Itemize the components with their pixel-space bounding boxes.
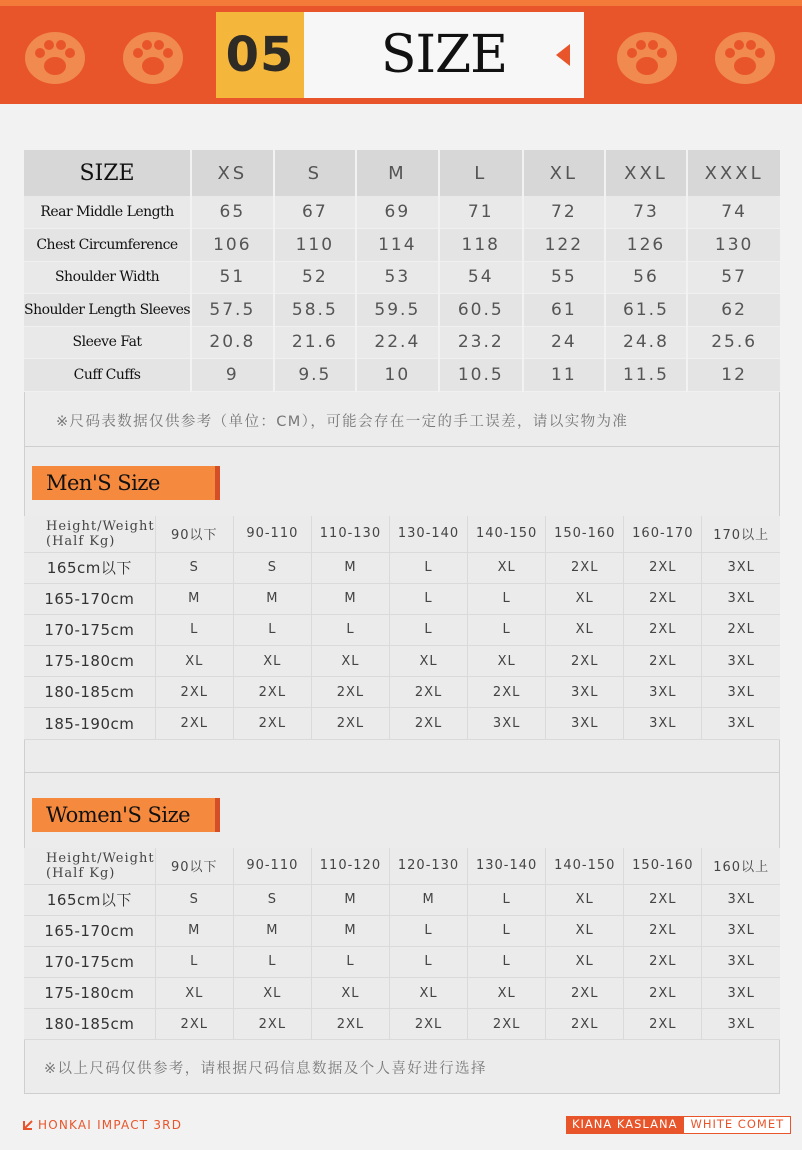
measurement-value: 52 — [274, 261, 357, 294]
recommended-size: 2XL — [155, 677, 233, 708]
measurement-value: 11.5 — [605, 359, 688, 392]
measurement-value: 55 — [523, 261, 605, 294]
recommended-size: M — [233, 915, 311, 946]
recommended-size: XL — [546, 614, 624, 645]
recommended-size: S — [233, 884, 311, 915]
recommended-size: 3XL — [702, 583, 780, 614]
weight-col-header: 170以上 — [702, 516, 780, 552]
recommended-size: XL — [546, 946, 624, 977]
corner-line: Height/Weight — [46, 518, 155, 534]
measurement-value: 10 — [356, 359, 439, 392]
recommended-size: L — [390, 552, 468, 583]
measurement-value: 126 — [605, 229, 688, 262]
recommended-size: 2XL — [468, 677, 546, 708]
corner-line: (Half Kg) — [46, 865, 116, 881]
size-col-header: XS — [191, 150, 274, 196]
paw-icon — [712, 28, 778, 86]
height-label: 180-185cm — [24, 677, 155, 708]
recommended-size: L — [390, 915, 468, 946]
recommended-size: L — [390, 583, 468, 614]
size-measurement-table — [24, 150, 780, 392]
recommended-size: M — [233, 583, 311, 614]
weight-col-header: 120-130 — [390, 848, 468, 884]
recommended-size: 2XL — [624, 646, 702, 677]
height-label: 170-175cm — [24, 614, 155, 645]
measurement-value: 22.4 — [356, 326, 439, 359]
recommended-size: 3XL — [624, 677, 702, 708]
recommended-size: XL — [390, 646, 468, 677]
recommended-size: XL — [546, 915, 624, 946]
paw-icon — [614, 28, 680, 86]
recommended-size: 3XL — [702, 646, 780, 677]
recommended-size: M — [311, 552, 389, 583]
size-col-header: XXL — [605, 150, 688, 196]
recommended-size: XL — [546, 884, 624, 915]
weight-col-header: 90-110 — [233, 848, 311, 884]
header-banner — [0, 0, 802, 104]
size-row — [24, 196, 780, 229]
weight-col-header: 110-130 — [311, 516, 389, 552]
measurement-value: 59.5 — [356, 294, 439, 327]
recommended-size: L — [390, 946, 468, 977]
recommended-size: 2XL — [546, 552, 624, 583]
recommended-size: L — [468, 583, 546, 614]
recommended-size: 2XL — [624, 1009, 702, 1040]
measurement-value: 24 — [523, 326, 605, 359]
weight-col-header: 140-150 — [468, 516, 546, 552]
measurement-value: 130 — [687, 229, 780, 262]
recommended-size: 2XL — [624, 583, 702, 614]
measurement-value: 57.5 — [191, 294, 274, 327]
measurement-value: 61.5 — [605, 294, 688, 327]
measurement-value: 61 — [523, 294, 605, 327]
paw-icon — [120, 28, 186, 86]
weight-col-header: 130-140 — [390, 516, 468, 552]
footer-suit: WHITE COMET — [683, 1116, 791, 1134]
measurement-value: 24.8 — [605, 326, 688, 359]
measurement-value: 67 — [274, 196, 357, 229]
recommended-size: 2XL — [311, 677, 389, 708]
recommended-size: 2XL — [702, 614, 780, 645]
recommended-size: L — [311, 946, 389, 977]
measurement-label: Shoulder Width — [24, 261, 191, 294]
measurement-value: 56 — [605, 261, 688, 294]
height-row — [24, 946, 780, 977]
height-label: 185-190cm — [24, 708, 155, 739]
measurement-label: Sleeve Fat — [24, 326, 191, 359]
height-row — [24, 552, 780, 583]
recommended-size: S — [233, 552, 311, 583]
measurement-label: Chest Circumference — [24, 229, 191, 262]
weight-col-header: 110-120 — [311, 848, 389, 884]
recommended-size: 3XL — [702, 552, 780, 583]
recommended-size: 2XL — [546, 978, 624, 1009]
measurement-value: 73 — [605, 196, 688, 229]
recommended-size: 3XL — [546, 677, 624, 708]
size-col-header: XL — [523, 150, 605, 196]
measurement-value: 60.5 — [439, 294, 523, 327]
corner-arrow-icon — [22, 1119, 34, 1131]
measurement-value: 72 — [523, 196, 605, 229]
measurement-value: 21.6 — [274, 326, 357, 359]
women-size-label: Women'S Size — [32, 798, 220, 832]
height-row — [24, 614, 780, 645]
measurement-value: 71 — [439, 196, 523, 229]
recommended-size: M — [155, 583, 233, 614]
corner-line: Height/Weight — [46, 850, 155, 866]
size-row — [24, 294, 780, 327]
recommended-size: XL — [468, 646, 546, 677]
measurement-value: 20.8 — [191, 326, 274, 359]
recommended-size: 2XL — [155, 708, 233, 739]
measurement-value: 51 — [191, 261, 274, 294]
recommended-size: S — [155, 552, 233, 583]
measurement-value: 11 — [523, 359, 605, 392]
recommended-size: 2XL — [468, 1009, 546, 1040]
recommended-size: 2XL — [546, 1009, 624, 1040]
measurement-value: 54 — [439, 261, 523, 294]
height-row — [24, 884, 780, 915]
height-weight-corner — [24, 848, 155, 884]
weight-header-row — [24, 516, 780, 552]
weight-col-header: 90-110 — [233, 516, 311, 552]
height-row — [24, 978, 780, 1009]
recommended-size: 3XL — [546, 708, 624, 739]
measurement-value: 58.5 — [274, 294, 357, 327]
women-size-table — [24, 848, 780, 1040]
height-label: 165cm以下 — [24, 552, 155, 583]
recommended-size: M — [390, 884, 468, 915]
weight-col-header: 160-170 — [624, 516, 702, 552]
recommended-size: 2XL — [624, 915, 702, 946]
size-col-header: XXXL — [687, 150, 780, 196]
recommended-size: XL — [468, 552, 546, 583]
recommended-size: M — [311, 884, 389, 915]
height-label: 165cm以下 — [24, 884, 155, 915]
measurement-value: 23.2 — [439, 326, 523, 359]
women-note: ※以上尺码仅供参考，请根据尺码信息数据及个人喜好进行选择 — [44, 1061, 487, 1077]
size-note: ※尺码表数据仅供参考（单位：CM），可能会存在一定的手工误差，请以实物为准 — [56, 414, 629, 430]
measurement-value: 74 — [687, 196, 780, 229]
weight-col-header: 160以上 — [702, 848, 780, 884]
measurement-value: 106 — [191, 229, 274, 262]
recommended-size: L — [468, 884, 546, 915]
recommended-size: 3XL — [702, 915, 780, 946]
men-size-label: Men'S Size — [32, 466, 220, 500]
recommended-size: 2XL — [233, 1009, 311, 1040]
weight-col-header: 90以下 — [155, 516, 233, 552]
weight-col-header: 90以下 — [155, 848, 233, 884]
height-label: 165-170cm — [24, 583, 155, 614]
recommended-size: 2XL — [233, 677, 311, 708]
recommended-size: 2XL — [624, 978, 702, 1009]
measurement-value: 110 — [274, 229, 357, 262]
recommended-size: 2XL — [233, 708, 311, 739]
recommended-size: L — [390, 614, 468, 645]
measurement-value: 62 — [687, 294, 780, 327]
recommended-size: XL — [546, 583, 624, 614]
height-label: 175-180cm — [24, 978, 155, 1009]
height-row — [24, 1009, 780, 1040]
recommended-size: L — [233, 614, 311, 645]
weight-col-header: 130-140 — [468, 848, 546, 884]
footer-brand — [22, 1118, 182, 1132]
measurement-value: 10.5 — [439, 359, 523, 392]
height-row — [24, 708, 780, 739]
paw-icon — [22, 28, 88, 86]
size-col-header: M — [356, 150, 439, 196]
recommended-size: 2XL — [311, 1009, 389, 1040]
weight-header-row — [24, 848, 780, 884]
weight-col-header: 150-160 — [624, 848, 702, 884]
size-row — [24, 261, 780, 294]
size-col-header: S — [274, 150, 357, 196]
height-weight-corner — [24, 516, 155, 552]
measurement-value: 25.6 — [687, 326, 780, 359]
size-row — [24, 326, 780, 359]
measurement-value: 57 — [687, 261, 780, 294]
height-label: 170-175cm — [24, 946, 155, 977]
weight-col-header: 140-150 — [546, 848, 624, 884]
measurement-value: 65 — [191, 196, 274, 229]
recommended-size: 2XL — [155, 1009, 233, 1040]
recommended-size: 2XL — [624, 884, 702, 915]
recommended-size: XL — [233, 978, 311, 1009]
size-row — [24, 229, 780, 262]
measurement-value: 12 — [687, 359, 780, 392]
recommended-size: 2XL — [624, 614, 702, 645]
footer-character: KIANA KASLANA — [566, 1116, 683, 1134]
height-row — [24, 915, 780, 946]
recommended-size: M — [311, 583, 389, 614]
recommended-size: L — [155, 614, 233, 645]
size-col-header: L — [439, 150, 523, 196]
recommended-size: S — [155, 884, 233, 915]
measurement-value: 69 — [356, 196, 439, 229]
recommended-size: 2XL — [390, 1009, 468, 1040]
divider — [24, 772, 780, 773]
recommended-size: 3XL — [702, 677, 780, 708]
recommended-size: XL — [155, 978, 233, 1009]
recommended-size: 3XL — [702, 708, 780, 739]
recommended-size: XL — [468, 978, 546, 1009]
measurement-value: 53 — [356, 261, 439, 294]
weight-col-header: 150-160 — [546, 516, 624, 552]
recommended-size: XL — [311, 646, 389, 677]
recommended-size: 3XL — [702, 946, 780, 977]
recommended-size: 2XL — [390, 677, 468, 708]
banner-stripe — [0, 0, 802, 6]
recommended-size: L — [233, 946, 311, 977]
measurement-value: 118 — [439, 229, 523, 262]
height-label: 175-180cm — [24, 646, 155, 677]
recommended-size: XL — [233, 646, 311, 677]
recommended-size: 2XL — [546, 646, 624, 677]
recommended-size: XL — [390, 978, 468, 1009]
recommended-size: L — [468, 614, 546, 645]
height-label: 180-185cm — [24, 1009, 155, 1040]
footer-brand-text: HONKAI IMPACT 3RD — [38, 1118, 183, 1132]
recommended-size: 3XL — [702, 1009, 780, 1040]
recommended-size: L — [311, 614, 389, 645]
recommended-size: 2XL — [624, 946, 702, 977]
recommended-size: 2XL — [624, 552, 702, 583]
height-row — [24, 583, 780, 614]
footer-tag — [566, 1116, 791, 1134]
men-size-table — [24, 516, 780, 740]
measurement-label: Rear Middle Length — [24, 196, 191, 229]
size-header-row — [24, 150, 780, 196]
section-number: 05 — [216, 12, 304, 98]
size-corner-label: SIZE — [24, 150, 191, 196]
recommended-size: 2XL — [311, 708, 389, 739]
recommended-size: 2XL — [390, 708, 468, 739]
recommended-size: L — [468, 915, 546, 946]
recommended-size: 3XL — [702, 978, 780, 1009]
height-row — [24, 677, 780, 708]
recommended-size: XL — [311, 978, 389, 1009]
page-title: SIZE — [380, 25, 508, 85]
recommended-size: XL — [155, 646, 233, 677]
divider — [24, 446, 780, 447]
recommended-size: M — [311, 915, 389, 946]
arrow-left-icon — [556, 44, 570, 66]
recommended-size: L — [155, 946, 233, 977]
page-title-box — [304, 12, 584, 98]
measurement-value: 114 — [356, 229, 439, 262]
measurement-value: 122 — [523, 229, 605, 262]
height-label: 165-170cm — [24, 915, 155, 946]
recommended-size: L — [468, 946, 546, 977]
measurement-value: 9.5 — [274, 359, 357, 392]
measurement-label: Cuff Cuffs — [24, 359, 191, 392]
corner-line: (Half Kg) — [46, 533, 116, 549]
recommended-size: 3XL — [702, 884, 780, 915]
measurement-label: Shoulder Length Sleeves — [24, 294, 191, 327]
recommended-size: M — [155, 915, 233, 946]
recommended-size: 3XL — [468, 708, 546, 739]
measurement-value: 9 — [191, 359, 274, 392]
height-row — [24, 646, 780, 677]
recommended-size: 3XL — [624, 708, 702, 739]
size-row — [24, 359, 780, 392]
